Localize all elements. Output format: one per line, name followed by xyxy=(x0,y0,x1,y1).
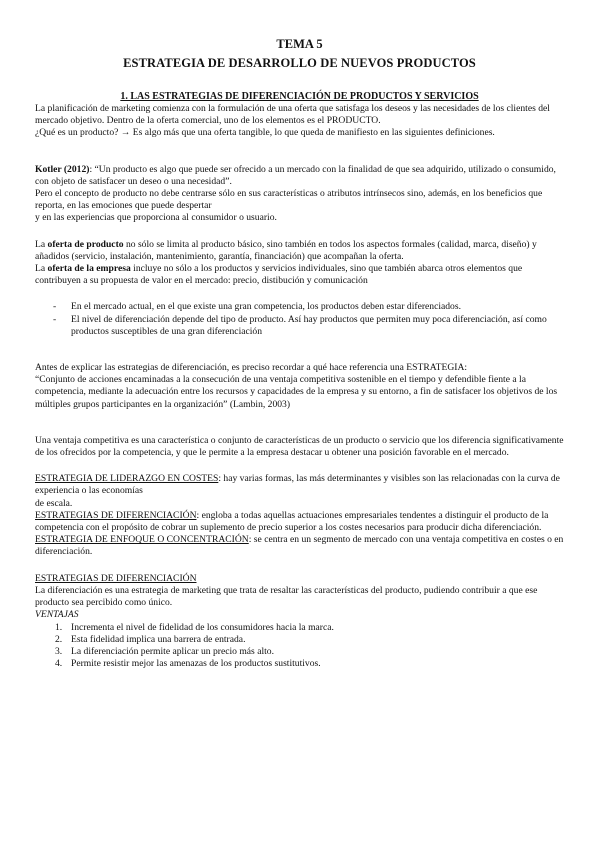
dash-marker: - xyxy=(53,313,57,325)
oferta-producto-text: no sólo se limita al producto básico, sino también en todos los aspectos formales (calidad, marca, diseño) y añadidos (servicio, instalación, mantenimiento, garantía, financiación) que acompañan la oferta. xyxy=(35,238,537,262)
list-item xyxy=(35,658,564,670)
paragraph-planificacion: La planificación de marketing comienza con la formulación de una oferta que satisfaga los deseos y las necesidades de los clientes del mercado objetivo. Dentro de la oferta comercial, uno de los elementos es el PRODUCTO. xyxy=(35,103,550,127)
document-subtitle: ESTRATEGIA DE DESARROLLO DE NUEVOS PRODUCTOS xyxy=(123,56,476,70)
paragraph-kotler xyxy=(35,164,564,188)
enfoque-term: ESTRATEGIA DE ENFOQUE O CONCENTRACIÓN xyxy=(35,534,249,546)
paragraph-que-es-producto: ¿Qué es un producto? → Es algo más que una oferta tangible, lo que queda de manifiesto en las siguientes definiciones. xyxy=(35,127,495,139)
list-item xyxy=(35,646,564,658)
paragraph-ventaja-competitiva: Una ventaja competitiva es una característica o conjunto de características de un producto o servicio que los diferencia significativamente de los ofrecidos por la competencia, y que le permite a la empresa destacar u obtener una posición favorable en el mercado. xyxy=(35,434,564,459)
section-heading: 1. LAS ESTRATEGIAS DE DIFERENCIACIÓN DE PRODUCTOS Y SERVICIOS xyxy=(120,91,479,102)
paragraph-enfoque xyxy=(35,534,564,558)
diferenciacion-text: : engloba a todas aquellas actuaciones empresariales tendentes a distinguir el producto de la competencia con el propósito de cobrar un suplemento de precio superior a los costes necesarios para producir dicha diferenciación. xyxy=(35,509,549,534)
paragraph-liderazgo xyxy=(35,473,564,497)
oferta-prefix: La xyxy=(35,238,48,250)
paragraph-concepto-a: Pero el concepto de producto no debe centrarse sólo en sus características o atributos intrínsecos sino, además, en los beneficios que reporta, en las emociones que puede despertar xyxy=(35,188,543,212)
list-item-text: El nivel de diferenciación depende del tipo de producto. Así hay productos que permiten muy poca diferenciación, así como productos susceptibles de una gran diferenciación xyxy=(71,313,547,337)
list-item xyxy=(35,634,564,646)
list-item-text: Esta fidelidad implica una barrera de entrada. xyxy=(71,633,246,645)
paragraph-concepto-b: y en las experiencias que proporciona al consumidor o usuario. xyxy=(35,212,277,224)
bullet-list xyxy=(35,301,564,338)
oferta-producto-term: oferta de producto xyxy=(47,238,124,250)
oferta-empresa-prefix: La xyxy=(35,263,48,275)
ventajas-list xyxy=(35,622,564,671)
ventajas-label: VENTAJAS xyxy=(35,609,79,621)
paragraph-liderazgo-cont: de escala. xyxy=(35,497,73,509)
enfoque-text: : se centra en un segmento de mercado con una ventaja competitiva en costes o en diferenciación. xyxy=(35,534,564,558)
paragraph-estrategia-intro: Antes de explicar las estrategias de diferenciación, es preciso recordar a qué hace referencia una ESTRATEGIA: xyxy=(35,362,468,374)
diferenciacion-heading: ESTRATEGIAS DE DIFERENCIACIÓN xyxy=(35,572,197,584)
list-item-text: Permite resistir mejor las amenazas de los productos sustitutivos. xyxy=(71,658,321,670)
list-item-text: En el mercado actual, en el que existe una gran competencia, los productos deben estar diferenciados. xyxy=(71,301,461,313)
paragraph-diferenciacion-def xyxy=(35,510,564,534)
paragraph-oferta-empresa xyxy=(35,263,564,287)
tema-title: TEMA 5 xyxy=(276,37,323,51)
paragraph-estrategia-definicion: “Conjunto de acciones encaminadas a la consecución de una ventaja competitiva sostenible en el tiempo y defendible fiente a la competencia, mediante la adecuación entre los recursos y capacidades de la empresa y su entorno, a fin de satisfacer los objetivos de los múltiples grupos participantes en la organización” (Lambin, 2003) xyxy=(35,374,558,410)
list-number: 3. xyxy=(55,645,63,657)
kotler-citation: Kotler (2012) xyxy=(35,163,90,175)
liderazgo-text: : hay varias formas, las más determinantes y visibles son las relacionadas con la curva de experiencia o las economías xyxy=(35,473,560,497)
diferenciacion-term: ESTRATEGIAS DE DIFERENCIACIÓN xyxy=(35,509,197,521)
list-item xyxy=(35,622,564,634)
list-item-text: La diferenciación permite aplicar un precio más alto. xyxy=(71,645,274,657)
paragraph-oferta-producto xyxy=(35,239,564,263)
dash-marker: - xyxy=(53,301,57,313)
list-item-text: Incrementa el nivel de fidelidad de los consumidores hacia la marca. xyxy=(71,621,334,633)
oferta-empresa-term: oferta de la empresa xyxy=(47,263,131,275)
list-item xyxy=(35,314,564,338)
list-number: 2. xyxy=(55,633,63,645)
kotler-quote: : “Un producto es algo que puede ser ofrecido a un mercado con la finalidad de que sea adquirido, utilizado o consumido, con objeto de satisfacer un deseo o una necesidad”. xyxy=(35,163,556,187)
list-number: 4. xyxy=(55,658,63,670)
liderazgo-term: ESTRATEGIA DE LIDERAZGO EN COSTES xyxy=(35,473,219,485)
paragraph-diferenciacion-intro: La diferenciación es una estrategia de marketing que trata de resaltar las características del producto, pudiendo contribuir a que ese producto sea percibido como único. xyxy=(35,584,538,609)
list-item xyxy=(35,301,564,313)
oferta-empresa-text: incluye no sólo a los productos y servicios individuales, sino que también abarca otros elementos que contribuyen a su propuesta de valor en el mercado: precio, distibución y comunicación xyxy=(35,263,523,287)
list-number: 1. xyxy=(55,621,63,633)
